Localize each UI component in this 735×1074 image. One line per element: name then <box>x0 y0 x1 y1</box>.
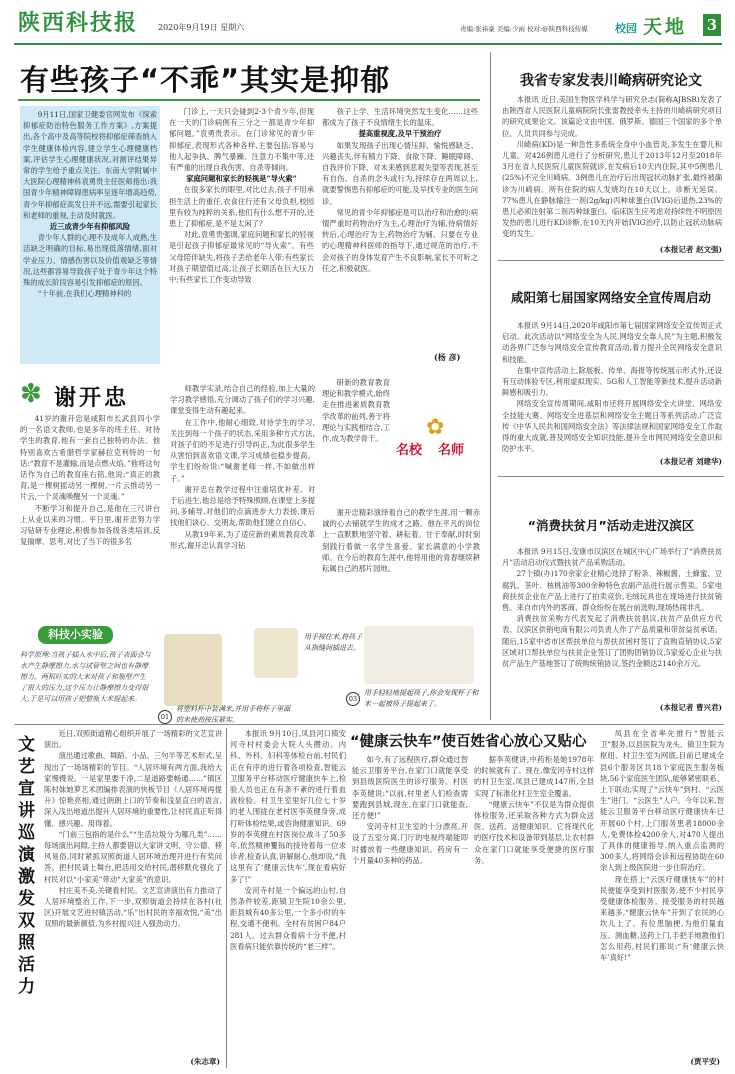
editors-line <box>460 24 588 33</box>
teacher-col2-p3: 谢开忠在教学过程中注重培优补差。对于后进生,他总是给予特殊照顾,在课堂上多提问,多辅导,对他们的点滴进步大力表扬,课后找他们谈心、交朋友,帮助他们建立自信心。 <box>170 484 315 528</box>
teacher-col-3b <box>322 507 480 631</box>
bottom-left-body <box>44 728 222 1054</box>
right-art3-body <box>502 546 722 704</box>
bottom-divider <box>226 728 227 1068</box>
main-col3-p2: 如果发现孩子出现心情压抑、愉悦感缺乏、兴趣丧失,伴有精力下降、食欲下降、睡眠障碍、自我评价下降、对未来感到悲观失望等表现,甚至有自伤、自杀的念头或行为,持续存在两周以上,就要警惕患有抑郁症的可能,及早找专业的医生问诊。 <box>322 140 478 206</box>
main-col2-p1: 门诊上,一天只会碰到2-3个青少年,但现在一天的门诊病例有三分之一都是青少年抑郁问题。”袁勇贵表示。在门诊常见的青少年抑郁症,表现形式各种各样,主要包括:容易与他人起争执、脾气暴躁、注意力不集中等,还有严重的出现自我伤害、自杀等倾向。 <box>169 107 314 173</box>
main-col1-p3: “十年前,在我们心理精神科的 <box>37 289 132 299</box>
step-2-text: 用手按住米,将筷子从指缝间插进去。 <box>304 633 363 652</box>
bottom-left-article <box>14 728 224 1068</box>
teacher-article <box>14 375 484 645</box>
teacher-col-2 <box>170 383 315 641</box>
right-art3-byline: (本报记者 曹兴君) <box>659 703 722 712</box>
right-article-2 <box>498 264 724 474</box>
bottom-left-headline: 文艺宣讲巡演激发双照活力 <box>18 735 35 997</box>
science-title: 科技小实验 <box>38 626 113 644</box>
teacher-col2-p4: 从教19年来,为了适应新的素质教育改革形式,谢开忠认真学习钻 <box>170 529 315 550</box>
bottom-top-rule <box>14 724 724 725</box>
bottom-left-byline: (朱志章) <box>190 1057 220 1066</box>
right-art2-headline: 咸阳第七届国家网络安全宣传周启动 <box>510 290 711 305</box>
bottom-main-col-2 <box>352 754 468 1064</box>
bottom-left-p1: 近日,双照街道精心组织开展了一场精彩的文艺宣讲演出。 <box>44 729 222 750</box>
headline-underline <box>18 99 480 101</box>
badge-right-label: 名师 <box>438 443 465 458</box>
right-art2-p1: 本报讯 9月14日,2020年咸阳市第七届国家网络安全宣传周正式启动。此次活动以“网络安全为人民,网络安全靠人民”为主题,积极发动各界广泛参与网络安全宣传教育活动,着力提升全民网络安全意识和技能。 <box>502 321 722 364</box>
bottom-main-p4: 安河寺村卫生室的十分漂亮,开设了五室分离,门厅的电视终端能即时播放着一些健康知识。药房有一个月量40多种的药品。 <box>352 822 468 865</box>
editors: 责编:张祎豪 美编:少雨 校对: <box>460 25 543 33</box>
masthead <box>0 0 735 46</box>
right-art1-p2: 川崎病(KD)是一种急性多系统全身中小血管炎,多发生在婴儿和儿童。对426例患儿进行了分析研究,患儿于2013年12月至2018年3月在省人民医院儿童医院就诊,在发病后10天内住院,其中5例患儿(25%)不完全川崎病。3例患儿在治疗后出现冠状动脉扩张,最终被确诊为川崎病。所有住院的病人发烧均在10天以上。诊断无延误。77%患儿在静脉输注一剂(2g/kg)丙种球蛋白(IVIG)后退热,23%的患儿必须注射第二剂丙种球蛋白。临床医生应考虑对持续性不明原因发热的患儿进行KD诊断,在10天内开始IVIG治疗,以防止冠状动脉病变的发生。 <box>502 139 722 239</box>
teacher-name: 谢开忠 <box>54 386 130 411</box>
vertical-divider <box>490 52 491 720</box>
bottom-main-p6: “健康云快车”不仅是为群众提供体检服务,还采取各种方式为群众送医、送药、送健康知识。它将现代化的医疗技术和设备带到基层,让农村群众在家门口就能享受便捷的医疗服务。 <box>474 799 594 865</box>
main-col-1 <box>20 106 160 364</box>
teacher-col-3a <box>322 377 390 505</box>
bottom-main-p5: 据李英健讲,中药柜是她1978年的时候就有了。现在,像安河寺村这样的村卫生室,凤县已建成147所,全县实现了标准化村卫生室全覆盖。 <box>474 755 594 798</box>
main-byline: (杨 彦) <box>434 352 461 362</box>
masthead-rule <box>14 43 722 45</box>
bottom-main-p3: 如今,有了远程医疗,群众通过智能云卫服务平台,在家门口就能享受到县级医院医生的诊疗服务。村医李英健说:“以前,村里老人们检查需要跑到县城,现在,在家门口就能查,还方便!” <box>352 755 468 821</box>
main-headline: 有些孩子“不乖”其实是抑郁 <box>20 63 391 97</box>
main-col2-p3: 对此,袁勇贵强调,家庭问题和家长的轻视是引起孩子抑郁症最常见的“导火索”。有些父母陪伴缺失,将孩子丢给老年人带;有些家长对孩子期望值过高,让孩子长期活在巨大压力中;有些家长工作变动导致 <box>169 230 314 285</box>
bottom-main-col-4 <box>600 728 724 1054</box>
right-art2-byline: (本报记者 刘建华) <box>659 457 722 466</box>
right-art3-p2: 27个镇(办)170余家企业精心选择了粉条、辣椒酱、土蜂蜜、豆腐乳、茶叶、核桃油等300余种特色农副产品进行展示售卖。5家电商扶贫企业在产品上进行了拍卖竞价,毛绒玩具也在现场进行扶贫销售。来自市内外的客商、群众纷纷在展台前选购,现场热闹非凡。 <box>502 569 722 613</box>
main-col3-p3: 常见的青少年抑郁症是可以治疗和治愈的:病情严重时药物治疗为主,心理治疗为辅,待病情好转后,心理治疗为主,药物治疗为辅。只要在专业的心理精神科医师的指导下,通过规范的治疗,不会对孩子的身体发育产生不良影响,家长不可听之任之,积极就医。 <box>322 207 478 273</box>
right-article-3 <box>498 480 724 720</box>
teacher-col3-p1: 研新的教育教育理论和教学模式,始终走在推进素质教育教学改革的前列,善于将理论与实践相结合,工作,成为教学骨干。 <box>322 378 390 444</box>
right-art1-headline: 我省专家发表川崎病研究论文 <box>520 73 702 89</box>
teacher-col1-p1: 41岁的谢开忠是咸阳市长武县四小学的一名语文教师,也是多年的班主任。对待学生的教育,他有一套自己独特的办法。他特别喜欢古希腊哲学家赫拉克利特的一句话:“教育不是灌输,而是点燃火焰。”他将这句话作为自己的教育座右铭,他说:“真正的教育,是一棵树摇动另一棵树,一片云推动另一片云,一个灵魂唤醒另一个灵魂。” <box>20 414 160 502</box>
right-art2-p2: 在集中宣传活动上,除展板、传单、海报等传统展示形式外,还设有互动体验专区,利用虚拟现实、5G和人工智能等新技术,提升活动新鲜感和吸引力。 <box>502 365 722 398</box>
cup-illustration-3 <box>364 626 474 684</box>
paper-name: 陕西科技报 <box>18 10 139 36</box>
main-col-3 <box>322 106 478 351</box>
right-art1-body <box>502 94 722 254</box>
right-art3-p3: 消费扶贫采购方代表发起了消费扶贫倡议,扶贫产品供应方代表、汉滨区供销电商有限公司负责人作了产品质量和带贫益贫承诺。随后,15家中省市区帮扶单位与帮扶贫困村签订了直购直销协议,5家区域对口帮扶单位与扶贫企业签订了团购团销协议,5家爱心企业与扶贫产品生产基地签订了统购统销协议,签约金额达2140余万元。 <box>502 614 722 669</box>
badge-left-label: 名校 <box>396 443 423 458</box>
cup-illustration-2 <box>254 628 298 678</box>
section-a: 校园 <box>615 22 637 35</box>
step-1-text: 将塑料杯中装满米,并用手将杯子里面的米使劲按压紧实。 <box>176 705 291 724</box>
section-b: 天地 <box>643 16 688 38</box>
bottom-left-p4: 村庄美不美,关键看村民。文艺宣讲演出有力推动了人居环境整治工作,下一步,双照街道会持续在各村(社区)开展文艺进村镇活动,“乐”出村民的幸福欢悦,“美”出双照的最新颜值,为乡村振兴注入强劲动力。 <box>44 885 222 929</box>
main-col2-sub1: 家庭问题和家长的轻视是“导火索” <box>186 174 297 184</box>
bottom-main-col-3 <box>474 754 594 1064</box>
right-article-1 <box>498 52 724 258</box>
cup-illustration-1 <box>164 634 222 706</box>
step-3-text: 用手轻轻地提起筷子,你会发现杯子和米一起被筷子提起来了。 <box>364 689 479 708</box>
right-art3-headline: “消费扶贫月”活动走进汉滨区 <box>527 518 695 533</box>
right-art1-byline: (本报记者 赵文强) <box>659 245 722 254</box>
media-handle: @陕西科技传媒 <box>542 25 588 33</box>
page-number: 3 <box>703 14 721 36</box>
right-divider-2 <box>498 476 724 477</box>
right-art2-p3: 网络安全宣传周期间,咸阳市还将开展网络安全大讲堂、网络安全技能大赛、网络安全进基层和网络安全主题日等系列活动,广泛宣传《中华人民共和国网络安全法》等法律法规和国家网络安全工作取得的重大成就,普及网络安全知识技能,提升全市网民网络安全意识和防护水平。 <box>502 399 722 454</box>
bottom-main-byline: (贾平安) <box>690 1057 720 1066</box>
bottom-main-col-1 <box>230 728 346 1064</box>
teacher-col3-p2: 谢开忠精彩演绎着自己的教学生涯,用一颗赤诚的心去铺就学生的成才之路。他在平凡的岗位上一直默默地坚守着、耕耘着。甘于奉献,时时刻刻践行着做一名学生喜爱、家长满意的小学教师。在今后的教育生涯中,他将用他的青春继续耕耘属自己的那片园地。 <box>322 508 480 574</box>
main-col-2 <box>169 106 314 364</box>
right-art2-body <box>502 320 722 456</box>
bottom-main-p2: 安河寺村是一个偏远的山村,自然条件较差,距镇卫生院10余公里,距县城有40多公里,一个多小时的车程,交通不便利。全村有贫困户84户281人。过去群众看病十分不便,村医看病只能依靠传统的“老三样”。 <box>230 885 346 951</box>
step-1-num: 01 <box>158 710 172 724</box>
flower-icon: ✽ <box>20 379 42 409</box>
bottom-left-p3: “门前三包指的是什么”“生活垃圾分为哪几类”……每场演出间隙,主持人都要借以大家讲文明、守公德、移风易俗,同时紧抓双照街道人居环境治理开进行有奖问答。把村民请上舞台,把活用交给村民,潜移默化强化了村民对以“小家美”带动“大家美”的意识。 <box>44 829 222 884</box>
teacher-col-1 <box>20 413 160 639</box>
badge-flower-icon: ✿ <box>426 415 445 440</box>
bottom-main-p8: 现在搭上“云医疗健康快车”的村民便能享受到村医服务,使不少村民享受健康体检服务。接受服务的村民越来越多,“健康云快车”开到了农民的心坎儿上了。有位患脑梗,为他们量血压、测血糖,送药上门,手把手地教他们怎么用药,村民们都说:“有‘健康云快车’真好!” <box>600 874 724 963</box>
teacher-col2-p1: 师教学实录,结合自己的经验,加上大量的学习教学感悟,充分调动了孩子们的学习兴趣,课堂变得生动有趣起来。 <box>170 384 315 416</box>
main-article <box>14 52 484 370</box>
right-divider-1 <box>498 260 724 261</box>
famous-teacher-badge <box>396 415 480 477</box>
right-art1-p1: 本报讯 近日,美国生物医学科学与研究杂志(简称AJBSR)发表了由陕西省人民医院儿童病院院长张雷教授牵头主持的川崎病研究项目的研究成果论文。该篇论文由中国、俄罗斯、德国三个国家的多个单位、人员共同参与完成。 <box>502 95 722 138</box>
bottom-left-p2: 演出通过歌曲、舞蹈、小品、三句半等艺术形式,呈现出了一场场精彩的节目。“人居环境有两方面,我给大家慢慢说。一是家里要干净,二是道路要畅通……”镇区陈村妹她萝艺术团编排表演的快板节目《人居环境再提升》惊艳亮相,通过朗朗上口的节奏和浅显直白的语言,深入浅出地道出提升人居环境的重要性,让村民真正听得懂、感兴趣、用得着。 <box>44 751 222 828</box>
bottom-main-p1: 本报讯 9月10日,凤县河口镇安河寺村村委会大院人头攒动。内科、外科、妇科等体检台前,村民们正在有序的进行着各项检查,智能云卫服务平台移动医疗健康快车上,检验人员也正在有条不紊的进行着血液检验。村卫生室里好几位七十岁的老人围拢在老村医李英健身旁,成打听体检结果,或咨询健康知识。69岁的李英健在村医岗位战斗了50多年,依然精神矍铄的接待着每一位求诊者,检查认真,讲解耐心,他却说,“我这里有了‘健康云快车’,现在看病好多了!” <box>230 729 346 884</box>
teacher-col1-p2: 不断学习和提升自己,是他在三尺讲台上从业以来的习惯。平日里,谢开忠努力学习钻研专业理论,积极参加各级各类培训,反复揣摩、思考,对比了当下的很多名 <box>20 503 160 547</box>
science-principle: 科学原理:当孩子插入水中后,孩子表面会与水产生静摩擦力,水与试管壁之间也有静摩擦力。两根旺实的大米对孩子和瓶壁产生了很大的压力,这个压力让静摩擦力变得很大,于是可以用孩子把整瓶大米提起来。 <box>20 651 151 703</box>
main-col1-p2: 青少年人群的心理不及成年人成熟,生活缺乏明确的目标,易出现低落情绪,面对学业压力、情感伤害以及价值观缺乏等情况,这些都容易导致孩子处于青少年这个特殊的成长阶段容易引发抑郁症的原因。 <box>23 233 157 288</box>
bottom-main-headline: “健康云快车”使百姓省心放心又贴心 <box>350 734 587 750</box>
sci <box>14 626 486 724</box>
issue-date: 2020年9月19日 星期六 <box>158 23 245 32</box>
main-col1-p1: 9月11日,国家卫健委官网发布《探索抑郁症防治特色服务工作方案》,方案提出,各个高中及高等院校将抑郁症筛查纳入学生健康体检内容,建立学生心理健康档案,评估学生心理健康状况,对测评结果异常的学生给予重点关注。东南大学附属中大医院心理精神科袁勇贵主任医师指出:我国青少年精神障碍患病率呈逐年增高趋势,青少年抑郁症高发日并不远,需要引起家长和老师的重视,主动及时就医。 <box>23 110 157 220</box>
teacher-col2-p2: 在工作中,他耐心细致,对待学生的学习,关注到每一个孩子的状态,采用多种方式方法,对孩子们的不足进行引导纠正,为此很多学生从害怕到喜欢语文课,学习成绩也稳步提高。学生们纷纷说:“喊谢老师一样,不如做出样子。” <box>170 417 315 483</box>
bottom-main-article <box>230 728 724 1068</box>
bottom-main-p7: 凤县在全省率先推行“智能云卫”服务,以县医院为龙头、镇卫生院为枢纽、村卫生室为网底,目前已建成全县6个服务区共18个家庭医生服务板块,56个家庭医生团队,能够紧密联系、上下联动,实现了“云快车”到村、“云医生”进门、“云医生”人户。今年以来,智能云卫服务平台移动医疗健康快车已开展60个村,上门服务患者18000余人,免费体检4200余人,对470人提出了具体的健康指导,纳入重点监测的300多人,将网络会诊和远程协助在60余人到上级医院进一步住院治疗。 <box>600 729 724 873</box>
main-col3-p1: 孩子上学、生活环境突然发生变化……这些都成为了孩子不良情绪生长的温床。 <box>322 107 478 128</box>
main-col1-sub1: 近三成青少年有抑郁风险 <box>49 222 131 232</box>
right-art3-p1: 本报讯 9月15日,安康市汉滨区在城区中心广场举行了“消费扶贫月”活动启动仪式暨扶贫产品采购活动。 <box>502 547 722 568</box>
main-col3-sub1: 提高重视度,及早干预治疗 <box>358 129 442 139</box>
step-3-num: 03 <box>346 692 360 706</box>
main-col2-p2: 在很多家长的眼里,对比过去,孩子不用承担生活上的重任,衣食住行还有父母负担,校园里有较为纯粹的关系,他们有什么想不开的,还患上了抑郁症,是不是太闲了? <box>169 185 314 229</box>
